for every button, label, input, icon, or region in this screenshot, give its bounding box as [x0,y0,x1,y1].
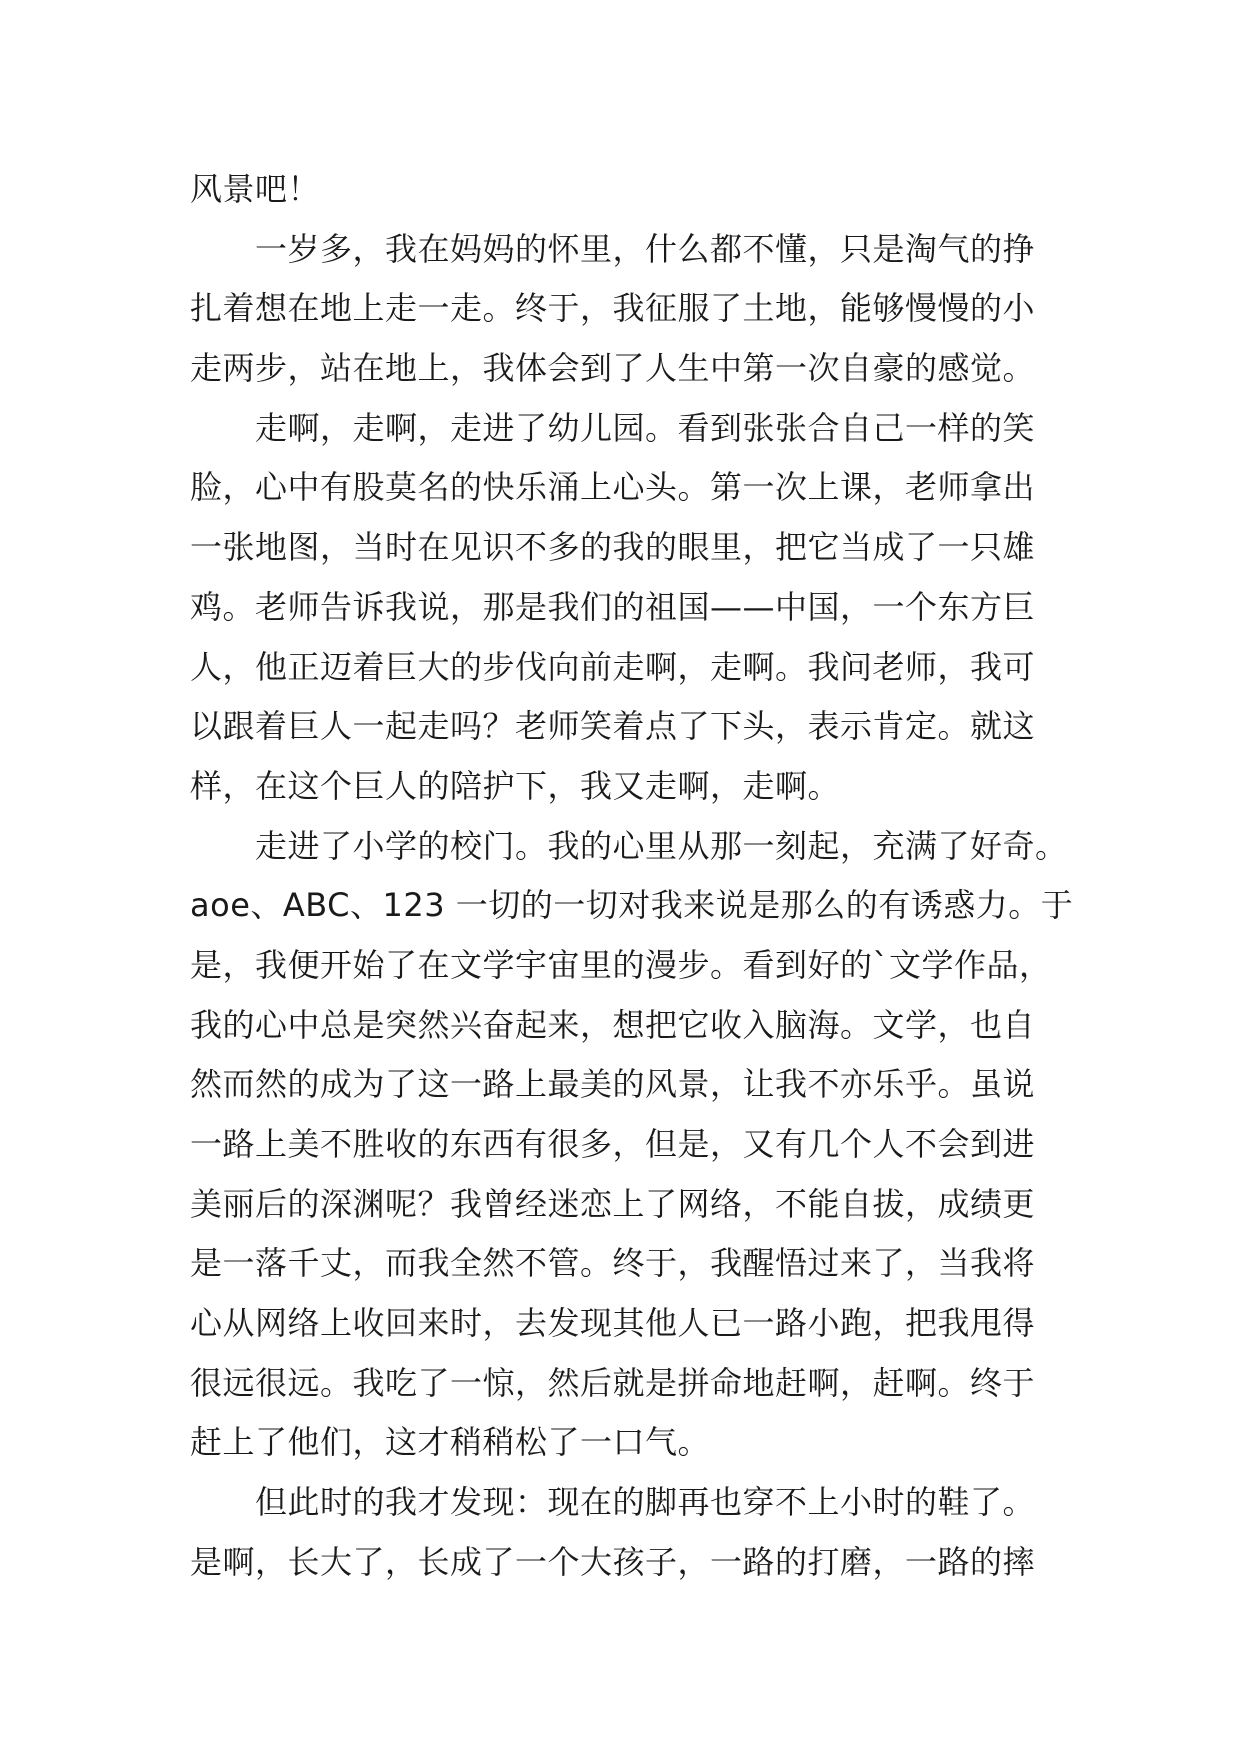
text-line: 走进了小学的校门。我的心里从那一刻起，充满了好奇。 [190,826,1068,865]
text-line: 走两步，站在地上，我体会到了人生中第一次自豪的感觉。 [190,349,1036,388]
text-line: 走啊，走啊，走进了幼儿园。看到张张合自己一样的笑 [190,408,1036,447]
text-line: 一路上美不胜收的东西有很多，但是，又有几个人不会到进 [190,1125,1036,1163]
text-line: 以跟着巨人一起走吗？老师笑着点了下头，表示肯定。就这 [190,707,1036,746]
text-line: 美丽后的深渊呢？我曾经迷恋上了网络，不能自拔，成绩更 [190,1184,1036,1223]
text-line: 样，在这个巨人的陪护下，我又走啊，走啊。 [190,766,841,805]
text-line: 然而然的成为了这一路上最美的风景，让我不亦乐乎。虽说 [190,1065,1036,1104]
text-line: 人，他正迈着巨大的步伐向前走啊，走啊。我问老师，我可 [190,647,1036,686]
text-line: aoe、ABC、123 一切的一切对我来说是那么的有诱惑力。于 [190,886,1074,925]
text-line: 我的心中总是突然兴奋起来，想把它收入脑海。文学，也自 [190,1005,1036,1044]
text-line: 鸡。老师告诉我说，那是我们的祖国——中国，一个东方巨 [190,587,1036,626]
text-line: 脸，心中有股莫名的快乐涌上心头。第一次上课，老师拿出 [190,468,1036,507]
text-line: 但此时的我才发现：现在的脚再也穿不上小时的鞋了。 [190,1483,1036,1522]
text-line: 扎着想在地上走一走。终于，我征服了土地，能够慢慢的小 [190,289,1036,328]
text-line: 一张地图，当时在见识不多的我的眼里，把它当成了一只雄 [190,528,1036,567]
text-line: 是一落千丈，而我全然不管。终于，我醒悟过来了，当我将 [190,1244,1036,1283]
text-line: 是啊，长大了，长成了一个大孩子，一路的打磨，一路的摔 [190,1542,1036,1581]
text-line: 风景吧！ [190,170,321,208]
text-line: 赶上了他们，这才稍稍松了一口气。 [190,1423,711,1462]
text-line: 很远很远。我吃了一惊，然后就是拼命地赶啊，赶啊。终于 [190,1363,1036,1402]
text-line: 一岁多，我在妈妈的怀里，什么都不懂，只是淘气的挣 [190,229,1036,268]
text-line: 心从网络上收回来时，去发现其他人已一路小跑，把我甩得 [190,1304,1036,1343]
body-text [190,160,1074,1593]
text-line: 是，我便开始了在文学宇宙里的漫步。看到好的`文学作品， [190,945,1052,984]
